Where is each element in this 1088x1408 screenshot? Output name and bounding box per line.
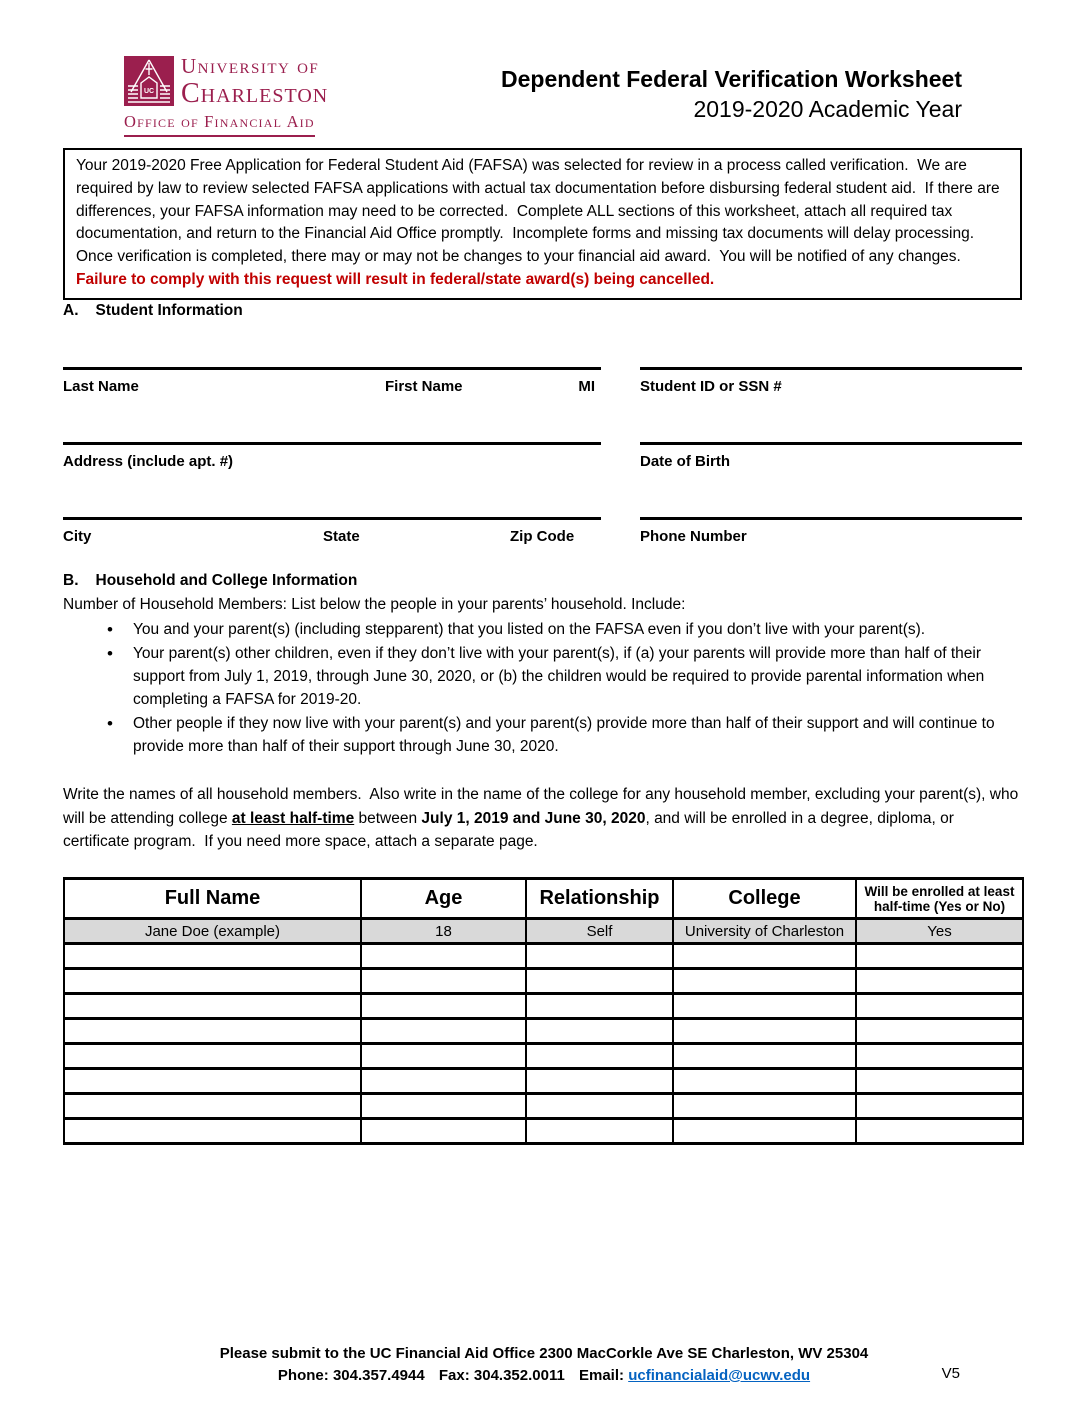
line-address[interactable] [63, 442, 601, 476]
table-empty-cell[interactable] [856, 944, 1023, 969]
date-range-emphasis: July 1, 2019 and June 30, 2020 [421, 809, 646, 827]
table-empty-cell[interactable] [361, 1044, 526, 1069]
table-empty-cell[interactable] [673, 994, 856, 1019]
uc-chapel-logo-icon [124, 56, 174, 106]
col-header-half-time: Will be enrolled at least half-time (Yes or No) [856, 879, 1023, 919]
field-label-phone: Phone Number [640, 528, 747, 545]
table-empty-cell[interactable] [361, 994, 526, 1019]
section-b-label: B. [63, 572, 79, 589]
table-empty-row [64, 1044, 1023, 1069]
example-half-time: Yes [856, 919, 1023, 944]
version-label: V5 [941, 1365, 960, 1382]
section-b-title: Household and College Information [95, 572, 358, 589]
field-label-city: City [63, 528, 92, 545]
section-a-heading [63, 302, 243, 320]
logo-wordmark [181, 56, 328, 108]
field-label-dob: Date of Birth [640, 453, 730, 470]
table-empty-cell[interactable] [856, 1019, 1023, 1044]
line-name-fields[interactable] [63, 367, 601, 401]
table-empty-cell[interactable] [673, 1019, 856, 1044]
notice-text: Your 2019-2020 Free Application for Federal Student Aid (FAFSA) was selected for review in a process called verification. We are required by law to review selected FAFSA applications with actual tax documentation before disbursing federal student aid. If there are differences, your FAFSA information may need to be corrected. Complete ALL sections of this worksheet, attach all required tax documentation, and return to the Financial Aid Office promptly. Incomplete forms and missing tax documents will delay processing. Once verification is completed, there may or may not be changes to your financial aid award. You will be notified of any changes. [76, 157, 1004, 266]
col-header-college: College [673, 879, 856, 919]
table-empty-row [64, 994, 1023, 1019]
verification-notice-box [63, 148, 1022, 300]
field-label-last-name: Last Name [63, 378, 139, 395]
phone-label: Phone: [277, 1367, 329, 1384]
line-phone[interactable] [640, 517, 1022, 551]
table-empty-cell[interactable] [361, 969, 526, 994]
table-empty-cell[interactable] [856, 1069, 1023, 1094]
college-instructions [63, 783, 1022, 854]
table-empty-cell[interactable] [64, 1069, 361, 1094]
table-empty-cell[interactable] [526, 1069, 673, 1094]
logo-department: Office of Financial Aid [124, 112, 315, 137]
table-empty-cell[interactable] [64, 994, 361, 1019]
logo-line-charleston: Charleston [181, 78, 329, 109]
table-empty-cell[interactable] [64, 1094, 361, 1119]
table-empty-cell[interactable] [526, 1119, 673, 1144]
table-empty-row [64, 1094, 1023, 1119]
table-empty-row [64, 1069, 1023, 1094]
fax-number: 304.352.0011 [473, 1367, 565, 1384]
table-empty-cell[interactable] [673, 969, 856, 994]
page-title: Dependent Federal Verification Worksheet [501, 66, 962, 92]
table-empty-row [64, 944, 1023, 969]
form-row-city-state-zip [63, 517, 1022, 553]
field-label-zip: Zip Code [510, 528, 575, 545]
example-age: 18 [361, 919, 526, 944]
col-header-full-name: Full Name [64, 879, 361, 919]
table-empty-row [64, 969, 1023, 994]
bullet-item: • You and your parent(s) (including stepparent) that you listed on the FAFSA even if you don’t live with your parent(s). [63, 618, 1022, 641]
table-empty-cell[interactable] [64, 1119, 361, 1144]
table-empty-cell[interactable] [361, 944, 526, 969]
table-example-row [64, 919, 1023, 944]
table-empty-cell[interactable] [856, 1094, 1023, 1119]
example-college: University of Charleston [673, 919, 856, 944]
example-relationship: Self [526, 919, 673, 944]
table-empty-cell[interactable] [856, 994, 1023, 1019]
table-header-row [64, 879, 1023, 919]
table-empty-cell[interactable] [526, 1019, 673, 1044]
section-b-heading [63, 569, 1022, 592]
table-empty-cell[interactable] [526, 944, 673, 969]
line-student-id[interactable] [640, 367, 1022, 401]
uc-monogram: UC [143, 88, 155, 95]
table-empty-cell[interactable] [361, 1094, 526, 1119]
logo-top [124, 56, 332, 108]
bullet-item: • Your parent(s) other children, even if they don’t live with your parent(s), if (a) your parents will provide more than half of their support from July 1, 2019, through June 30, 2020, or (b) the children would be required to provide parental information when completing a FAFSA for 2019-20. [63, 642, 1022, 711]
col-header-relationship: Relationship [526, 879, 673, 919]
table-empty-cell[interactable] [361, 1019, 526, 1044]
household-instructions: Number of Household Members: List below the people in your parents’ household. Include: [63, 596, 686, 613]
section-a-title: Student Information [95, 302, 243, 319]
field-label-state: State [323, 528, 360, 545]
form-row-name [63, 367, 1022, 403]
phone-number: 304.357.4944 [332, 1367, 425, 1384]
table-empty-row [64, 1119, 1023, 1144]
field-label-mi: MI [578, 378, 595, 395]
email-label: Email: [579, 1367, 625, 1384]
table-empty-cell[interactable] [856, 1119, 1023, 1144]
table-empty-cell[interactable] [526, 1094, 673, 1119]
field-label-student-id: Student ID or SSN # [640, 378, 782, 395]
footer [0, 1343, 1088, 1387]
table-empty-cell[interactable] [64, 1044, 361, 1069]
college-instructions-part3: , and will be enrolled in a degree, diploma, or certificate program. If you need more space, attach a separate page. [63, 809, 959, 850]
table-empty-cell[interactable] [673, 1069, 856, 1094]
table-empty-cell[interactable] [64, 969, 361, 994]
footer-contact-line [0, 1365, 1088, 1387]
table-empty-row [64, 1019, 1023, 1044]
fax-label: Fax: [438, 1367, 470, 1384]
table-empty-cell[interactable] [64, 1019, 361, 1044]
table-empty-cell[interactable] [526, 994, 673, 1019]
email-link[interactable]: ucfinancialaid@ucwv.edu [628, 1367, 811, 1384]
bullet-item: • Other people if they now live with your parent(s) and your parent(s) provide more than half of their support and will continue to provide more than half of their support through June 30, 2020. [63, 712, 1022, 758]
table-empty-cell[interactable] [673, 1094, 856, 1119]
line-date-of-birth[interactable] [640, 442, 1022, 476]
form-row-address [63, 442, 1022, 478]
col-header-age: Age [361, 879, 526, 919]
table-empty-cell[interactable] [64, 944, 361, 969]
table-empty-cell[interactable] [673, 944, 856, 969]
table-empty-cell[interactable] [526, 969, 673, 994]
college-instructions-part2: between [354, 809, 422, 827]
page-subtitle: 2019-2020 Academic Year [693, 96, 962, 122]
table-empty-cell[interactable] [673, 1044, 856, 1069]
university-logo [124, 56, 332, 137]
table-empty-cell[interactable] [856, 969, 1023, 994]
example-full-name: Jane Doe (example) [64, 919, 361, 944]
document-title-block [501, 64, 962, 124]
section-a-label: A. [63, 302, 79, 319]
table-empty-cell[interactable] [673, 1119, 856, 1144]
notice-warning-text: Failure to comply with this request will result in federal/state award(s) being cancelled. [76, 270, 715, 288]
table-empty-cell[interactable] [526, 1044, 673, 1069]
half-time-emphasis: at least half-time [231, 809, 355, 827]
field-label-first-name: First Name [385, 378, 463, 395]
table-empty-cell[interactable] [361, 1119, 526, 1144]
table-empty-cell[interactable] [856, 1044, 1023, 1069]
logo-line-university-of: University of [181, 54, 320, 78]
line-city-state-zip[interactable] [63, 517, 601, 551]
field-label-address: Address (include apt. #) [63, 453, 234, 470]
household-members-table [63, 877, 1024, 1145]
table-empty-cell[interactable] [361, 1069, 526, 1094]
household-bullet-list [63, 618, 1022, 758]
section-b [63, 569, 1022, 869]
footer-address-line: Please submit to the UC Financial Aid Office 2300 MacCorkle Ave SE Charleston, WV 25304 [219, 1345, 869, 1362]
college-instructions-part1: Write the names of all household members. Also write in the name of the college for any household member, excluding your parent(s), who will be attending college [63, 786, 1023, 827]
